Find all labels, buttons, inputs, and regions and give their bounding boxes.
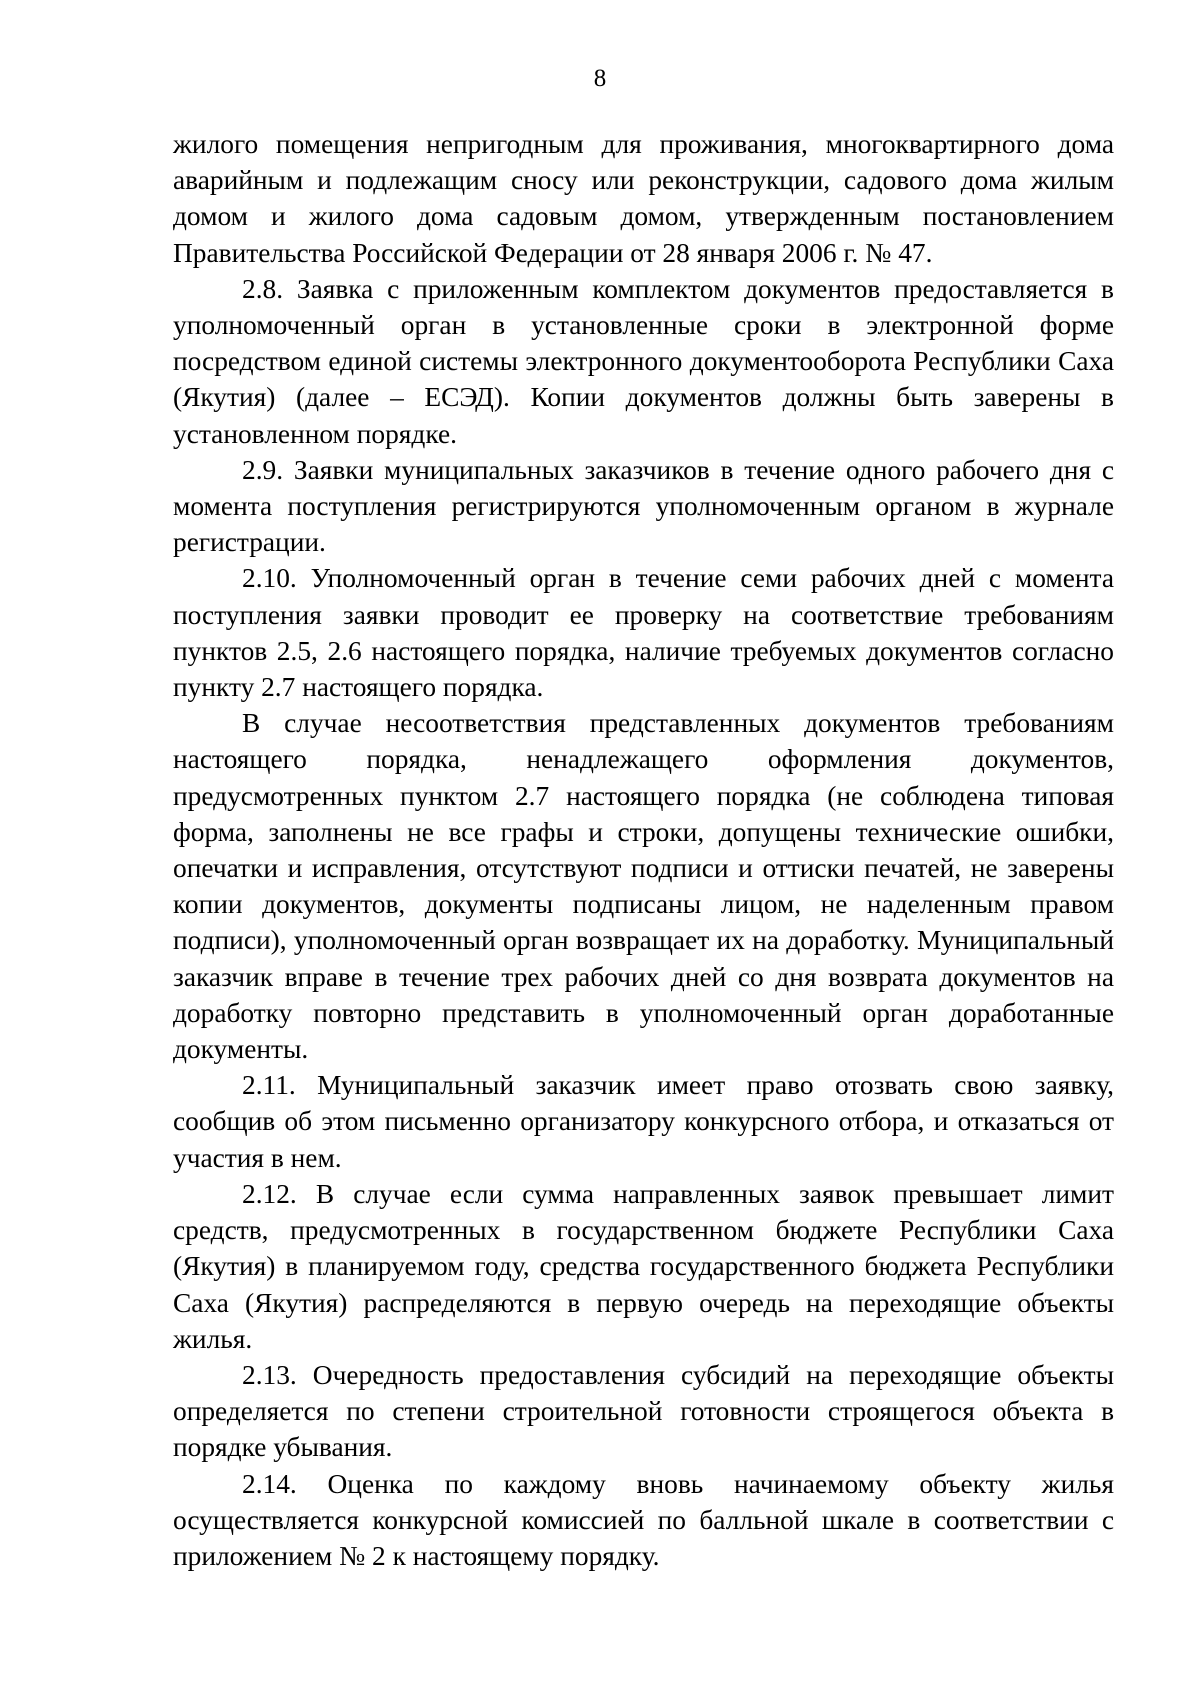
- paragraph-2-14: 2.14. Оценка по каждому вновь начинаемому объекту жилья осуществляется конкурсной комиссией по балльной шкале в соответствии с приложением № 2 к настоящему порядку.: [173, 1468, 1114, 1571]
- paragraph-2-13: 2.13. Очередность предоставления субсидий на переходящие объекты определяется по степени строительной готовности строящегося объекта в порядке убывания.: [173, 1359, 1114, 1463]
- paragraph-continuation: жилого помещения непригодным для проживания, многоквартирного дома аварийным и подлежащим сносу или реконструкции, садового дома жилым домом и жилого дома садовым домом, утвержденным постановлением Правительства Российской Федерации от 28 января 2006 г. № 47.: [173, 129, 1114, 268]
- paragraph-2-9: 2.9. Заявки муниципальных заказчиков в течение одного рабочего дня с момента поступления регистрируются уполномоченным органом в журнале регистрации.: [173, 454, 1114, 558]
- page-number: 8: [593, 65, 607, 92]
- document-body: [173, 126, 1114, 1574]
- paragraph-2-12: 2.12. В случае если сумма направленных заявок превышает лимит средств, предусмотренных в государственном бюджете Республики Саха (Якутия) в планируемом году, средства государственного бюджета Республики Саха (Якутия) распределяются в первую очередь на переходящие объекты жилья.: [173, 1178, 1114, 1354]
- paragraph-2-10: 2.10. Уполномоченный орган в течение семи рабочих дней с момента поступления заявки проводит ее проверку на соответствие требованиям пунктов 2.5, 2.6 настоящего порядка, наличие требуемых документов согласно пункту 2.7 настоящего порядка.: [173, 563, 1114, 703]
- paragraph-2-8: 2.8. Заявка с приложенным комплектом документов предоставляется в уполномоченный орган в установленные сроки в электронной форме посредством единой системы электронного документооборота Республики Саха (Якутия) (далее – ЕСЭД). Копии документов должны быть заверены в установленном порядке.: [173, 273, 1114, 449]
- paragraph-2-11: 2.11. Муниципальный заказчик имеет право отозвать свою заявку, сообщив об этом письменно организатору конкурсного отбора, и отказаться от участия в нем.: [173, 1070, 1114, 1173]
- paragraph-2-10-noncompliance: В случае несоответствия представленных документов требованиям настоящего порядка, ненадлежащего оформления документов, предусмотренных пунктом 2.7 настоящего порядка (не соблюдена типовая форма, заполнены не все графы и строки, допущены технические ошибки, опечатки и исправления, отсутствуют подписи и оттиски печатей, не заверены копии документов, документы подписаны лицом, не наделенным правом подписи), уполномоченный орган возвращает их на доработку. Муниципальный заказчик вправе в течение трех рабочих дней со дня возврата документов на доработку повторно представить в уполномоченный орган доработанные документы.: [173, 708, 1114, 1065]
